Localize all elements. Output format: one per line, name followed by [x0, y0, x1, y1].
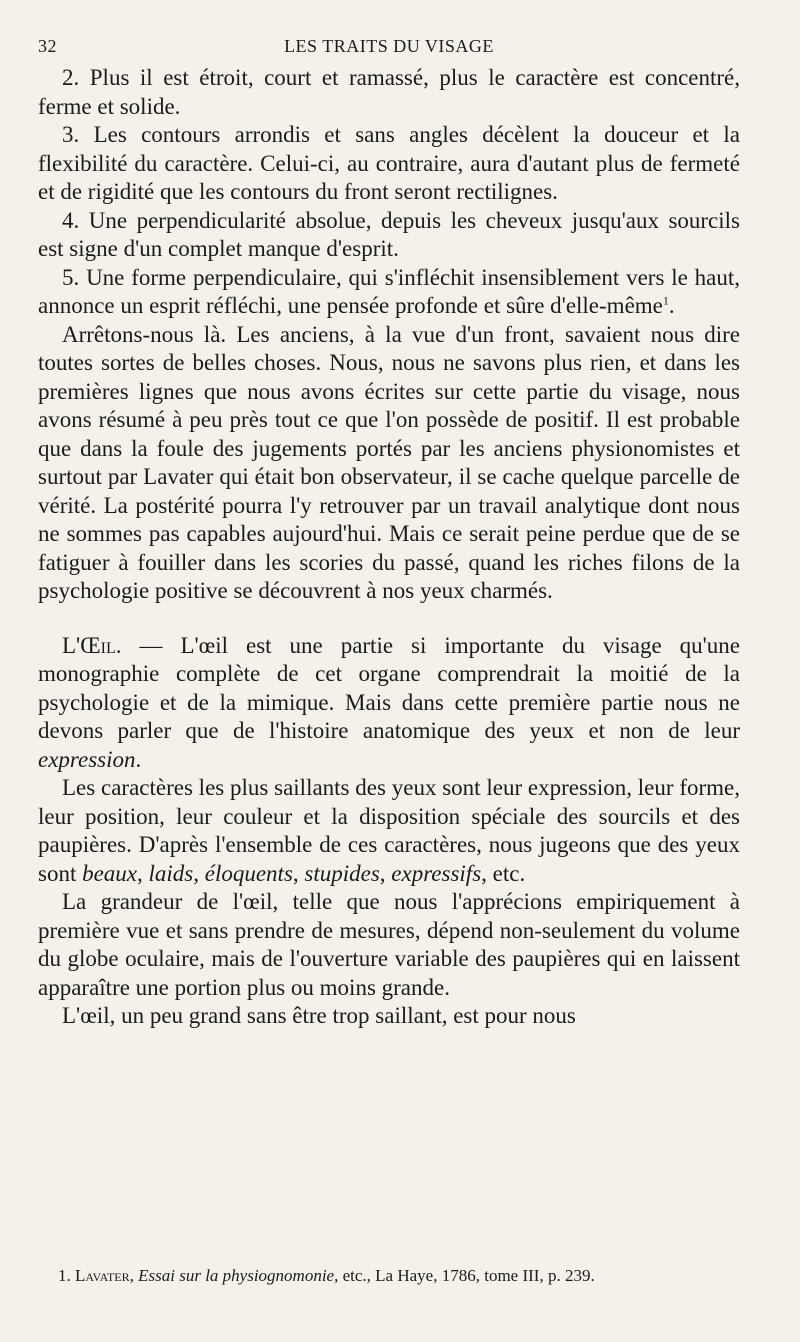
emphasis: expression — [38, 746, 136, 772]
paragraph-text: 2. Plus il est étroit, court et ramassé, plus le caractère est concentré, ferme et solide. — [38, 65, 740, 119]
paragraph-text: 5. Une forme perpendiculaire, qui s'infléchit insensiblement vers le haut, annonce un esprit réfléchi, une pensée profonde et sûre d'elle-même — [38, 264, 740, 318]
emphasis: laids — [148, 860, 194, 886]
footnote-ref[interactable]: 1 — [662, 293, 669, 308]
footnote-text: , etc., La Haye, 1786, tome III, p. 239. — [334, 1266, 595, 1285]
paragraph-text: L'œil, un peu grand sans être trop saillant, est pour nous — [62, 1003, 576, 1028]
section-heading: L'Œil. — [62, 632, 122, 658]
paragraph-text: . — [668, 293, 675, 318]
paragraph — [38, 64, 740, 121]
paragraph — [38, 632, 740, 775]
emphasis: éloquents — [204, 860, 293, 886]
paragraph — [38, 264, 740, 321]
paragraph — [38, 1002, 740, 1031]
paragraph-text: Les caractères les plus saillants des yeux sont leur expression, leur forme, leur position, leur couleur et la disposition spéciale des sourcils et des paupières. D'après l'ensemble de ces caractères, nous jugeons que des yeux sont — [38, 775, 740, 886]
paragraph — [38, 207, 740, 264]
paragraph: Les caractères les plus saillants des yeux sont leur expression, leur forme, leur position, leur couleur et la disposition spéciale des sourcils et des paupières. D'après l'ensemble de ces caractères, nous jugeons que des yeux sont beaux, laids, éloquents, stupides, expressifs, etc. — [38, 775, 740, 886]
running-title: LES TRAITS DU VISAGE — [284, 36, 494, 56]
paragraph — [38, 321, 740, 606]
paragraph-text: 4. Une perpendicularité absolue, depuis les cheveux jusqu'aux sourcils est signe d'un complet manque d'esprit. — [38, 207, 740, 261]
emphasis: beaux — [82, 860, 138, 886]
paragraph-text: 3. Les contours arrondis et sans angles décèlent la douceur et la flexibilité du caractère. Celui-ci, au contraire, aura d'autant plus de fermeté et de rigidité que les contours du front seront rectilignes. — [38, 122, 740, 204]
footnote-number: 1. — [58, 1266, 71, 1285]
emphasis: expressifs — [391, 860, 482, 886]
footnote-author: Lavater — [75, 1266, 130, 1285]
emphasis: stupides — [304, 860, 380, 886]
footnote-work: Essai sur la physiognomonie — [138, 1266, 335, 1285]
running-head — [38, 30, 740, 64]
paragraph-text: . — [135, 746, 142, 772]
paragraph — [38, 121, 740, 207]
paragraph-text: Arrêtons-nous là. Les anciens, à la vue d'un front, savaient nous dire toutes sortes de belles choses. Nous, nous ne savons plus rien, et dans les premières lignes que nous avons écrites sur cette partie du visage, nous avons résumé à peu près tout ce que l'on possède de positif. Il est probable que dans la foule des jugements portés par les anciens physionomistes et surtout par Lavater qui était bon observateur, il se cache quelque parcelle de vérité. La postérité pourra l'y retrouver par un travail analytique dont nous ne sommes pas capables aujourd'hui. Mais ce serait peine perdue que de se fatiguer à fouiller dans les scories du passé, quand les riches filons de la psychologie positive se découvrent à nos yeux charmés. — [38, 321, 740, 603]
footnote: 1. Lavater, Essai sur la physiognomonie, etc., La Haye, 1786, tome III, p. 239. — [58, 1266, 595, 1285]
paragraph-text: — L'œil est une partie si importante du visage qu'une monographie complète de cet organe comprendrait la moitié de la psychologie et de la mimique. Mais dans cette première partie nous ne devons parler que de l'histoire anatomique des yeux et non de leur — [38, 632, 740, 743]
paragraph — [38, 888, 740, 1002]
paragraph-text: , etc. — [481, 860, 526, 886]
footnotes — [38, 1265, 740, 1287]
page-number: 32 — [38, 36, 57, 56]
body-text — [38, 64, 740, 1031]
paragraph-text: La grandeur de l'œil, telle que nous l'apprécions empiriquement à première vue et sans prendre de mesures, dépend non-seulement du volume du globe oculaire, mais de l'ouverture variable des paupières qui en laissent apparaître une portion plus ou moins grande. — [38, 889, 740, 1000]
